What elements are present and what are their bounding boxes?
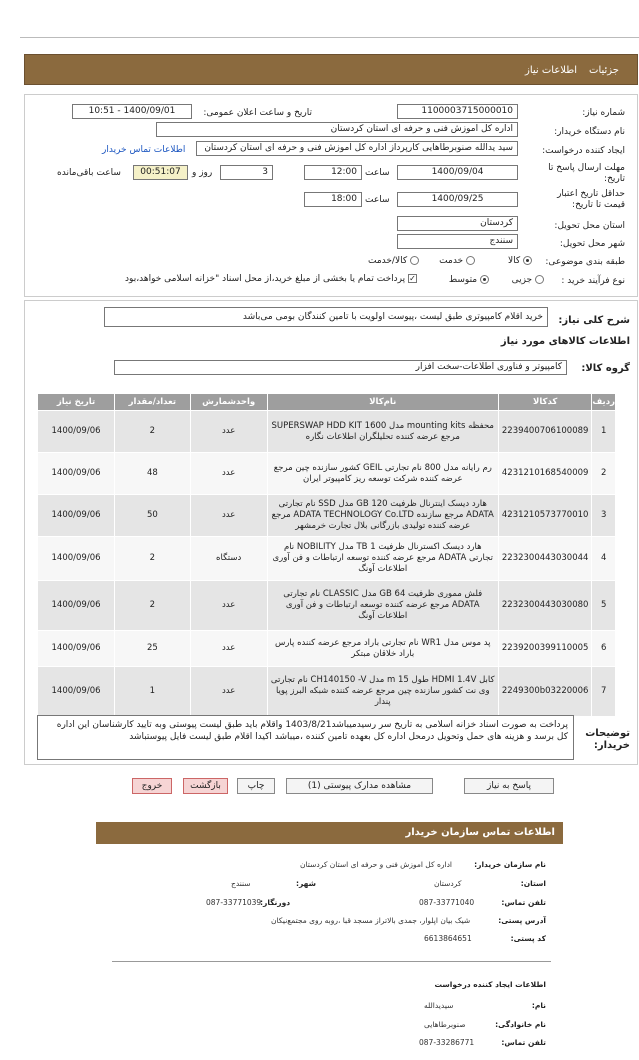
cell-code: 2249300b03220006 [498, 667, 592, 717]
buyer-label: نام دستگاه خریدار: [554, 127, 625, 137]
treasury-payment-option[interactable] [125, 274, 417, 284]
requester-name-label: نام: [531, 1001, 546, 1010]
cell-date: 1400/09/06 [38, 581, 115, 631]
cell-date: 1400/09/06 [38, 495, 115, 537]
postal-value: 6613864651 [424, 934, 472, 943]
cell-row: 4 [592, 537, 616, 581]
prov-value: کردستان [434, 879, 462, 888]
cell-unit: عدد [190, 495, 267, 537]
cell-unit: عدد [190, 411, 267, 453]
requester-title: اطلاعات ایجاد کننده درخواست [434, 980, 546, 989]
cell-code: 2239400706100089 [498, 411, 592, 453]
org-label: نام سازمان خریدار: [474, 860, 546, 869]
col-row: ردیف [592, 394, 616, 411]
exit-button[interactable]: خروج [132, 778, 172, 794]
cell-unit: عدد [190, 581, 267, 631]
cell-name: هارد دیسک اکسترنال ظرفیت 1 TB مدل NOBILITY نام تجارتی ADATA مرجع عرضه کننده توسعه ارتباطات و فن آوری اطلاعات آونگ [267, 537, 498, 581]
cell-qty: 48 [115, 453, 191, 495]
announce-label: تاریخ و ساعت اعلان عمومی: [203, 108, 312, 118]
items-table-header [38, 394, 616, 411]
requester-name-value: سیدیدالله [424, 1001, 454, 1010]
cell-row: 1 [592, 411, 616, 453]
process-medium-radio[interactable] [480, 275, 489, 284]
top-divider [20, 37, 639, 38]
treasury-note: پرداخت تمام یا بخشی از مبلغ خرید،از محل اسناد "خزانه اسلامی خواهد،بود [125, 274, 406, 284]
summary-label: شرح کلی نیاز: [558, 315, 630, 326]
class-goods-text: کالا [507, 256, 521, 266]
cell-code: 4231210168540009 [498, 453, 592, 495]
table-row [38, 453, 616, 495]
city-label: شهر محل تحویل: [559, 239, 625, 249]
notes-field: پرداخت به صورت اسناد خزانه اسلامی به تاریخ سر رسیدمیباشد1403/8/21 واقلام باید طبق لیست پیوستی وبه تایید کارشناسان این اداره کل برسد و هزینه های حمل وتحویل درمحل اداره کل بعهده تامین کننده ،میباشد اکیدا اقلام طبق لیست فایل پیوستباشد [37, 715, 574, 760]
validity-date-field: 1400/09/25 [397, 192, 518, 207]
attachments-button[interactable]: مشاهده مدارک پیوستی (1) [286, 778, 433, 794]
remaining-label: ساعت باقی‌مانده [57, 168, 121, 178]
announce-field [72, 104, 192, 119]
phone-value: 087-33771040 [419, 898, 475, 907]
prov-label: استان: [520, 879, 546, 888]
requester-phone-label: تلفن تماس: [501, 1038, 546, 1047]
class-service-radio[interactable] [466, 256, 475, 265]
need-number-label: شماره نیاز: [582, 108, 625, 118]
notes-label: توضیحات خریدار: [585, 728, 630, 751]
deadline-time-field: 12:00 [304, 165, 362, 180]
cell-code: 2232300443030080 [498, 581, 592, 631]
cell-row: 7 [592, 667, 616, 717]
cell-name: پد موس مدل WR1 نام تجارتی باراد مرجع عرضه کننده پارس باراد خلاقان مبتکر [267, 631, 498, 667]
treasury-checkbox[interactable]: ✓ [409, 274, 416, 283]
page-header [24, 54, 638, 85]
tab-need-info[interactable]: اطلاعات نیاز [525, 65, 577, 76]
postal-label: کد پستی: [510, 934, 546, 943]
requester-family-value: صنوبرطاهایی [424, 1020, 466, 1029]
cell-row: 2 [592, 453, 616, 495]
class-both-text: کالا/خدمت [367, 256, 408, 266]
deadline-time-label: ساعت [365, 168, 390, 178]
process-partial-text: جزیی [511, 275, 533, 285]
cell-row: 6 [592, 631, 616, 667]
class-both-radio[interactable] [410, 256, 419, 265]
cell-date: 1400/09/06 [38, 667, 115, 717]
city-contact-value: سنندج [231, 879, 251, 888]
cell-qty: 2 [115, 537, 191, 581]
address-label: آدرس پستی: [498, 916, 546, 925]
class-goods-option[interactable] [508, 256, 532, 266]
creator-field: سید یدالله صنوبرطاهایی کارپرداز اداره کل اموزش فنی و حرفه ای استان کردستان [196, 141, 518, 156]
print-button[interactable]: چاپ [237, 778, 275, 794]
contact-divider [112, 961, 551, 962]
cell-unit: عدد [190, 631, 267, 667]
phone-label: تلفن تماس: [501, 898, 546, 907]
requester-phone-value: 087-33286771 [419, 1038, 475, 1047]
cell-code: 4231210573770010 [498, 495, 592, 537]
cell-name: رم رایانه مدل 800 نام تجارتی GEIL کشور سازنده چین مرجع عرضه کننده شرکت توسعه ریز کامپیوتر ایران [267, 453, 498, 495]
class-both-option[interactable] [368, 256, 419, 266]
validity-time-label: ساعت [365, 195, 390, 205]
fax-label: دورنگار: [260, 898, 291, 907]
table-row [38, 537, 616, 581]
classification-label: طبقه بندی موضوعی: [545, 257, 625, 267]
creator-label: ایجاد کننده درخواست: [542, 146, 625, 156]
class-service-option[interactable] [439, 256, 475, 266]
requester-family-label: نام خانوادگی: [495, 1020, 546, 1029]
cell-code: 2239200399110005 [498, 631, 592, 667]
items-table [37, 393, 616, 717]
cell-date: 1400/09/06 [38, 631, 115, 667]
days-label: روز و [192, 168, 213, 178]
fax-value: 087-33771039 [206, 898, 262, 907]
address-value: شیک بیان اپلوار، جمدی بالاتراز مسجد قبا ،روبه روی مجتمع‌نیکان [271, 916, 471, 925]
goods-group-label: گروه کالا: [581, 363, 630, 374]
cell-qty: 1 [115, 667, 191, 717]
table-row [38, 411, 616, 453]
cell-date: 1400/09/06 [38, 537, 115, 581]
cell-unit: دستگاه [190, 537, 267, 581]
need-number-field: 1100003715000010 [397, 104, 518, 119]
buyer-field: اداره کل اموزش فنی و حرفه ای استان کردستان [156, 122, 518, 137]
cell-name: فلش مموری ظرفیت 64 GB مدل CLASSIC نام تجارتی ADATA مرجع عرضه کننده توسعه ارتباطات و فن آوری اطلاعات آونگ [267, 581, 498, 631]
process-label: نوع فرآیند خرید : [561, 276, 625, 286]
cell-name: کابل HDMI 1.4V طول 15 m مدل CH140150 -V نام تجارتی وی نت کشور سازنده چین مرجع عرضه کننده شبکه البرز پویا پندار [267, 667, 498, 717]
contact-title: اطلاعات تماس سازمان خریدار [405, 827, 555, 838]
cell-qty: 25 [115, 631, 191, 667]
cell-name: هارد دیسک اینترنال ظرفیت 120 GB مدل SSD نام تجارتی ADATA مرجع سازنده ADATA TECHNOLOGY Co.LTD مرجع عرضه کننده تولیدی بازرگانی بلال تجارت خرمشهر [267, 495, 498, 537]
table-row [38, 667, 616, 717]
cell-code: 2232300443030044 [498, 537, 592, 581]
cell-unit: عدد [190, 453, 267, 495]
summary-field: خرید اقلام کامپیوتری طبق لیست ،پیوست اولویت با تامین کنندگان بومی می‌باشد [104, 307, 548, 327]
deadline-date-field: 1400/09/04 [397, 165, 518, 180]
cell-row: 3 [592, 495, 616, 537]
col-name: نام‌کالا [267, 394, 498, 411]
validity-label: حداقل تاریخ اعتبار قیمت تا تاریخ: [557, 189, 625, 210]
cell-qty: 2 [115, 411, 191, 453]
col-date: تاریخ نیاز [38, 394, 115, 411]
cell-date: 1400/09/06 [38, 453, 115, 495]
deadline-label: مهلت ارسال پاسخ تا تاریخ: [548, 163, 625, 184]
reply-button[interactable]: پاسخ به نیاز [464, 778, 554, 794]
cell-qty: 50 [115, 495, 191, 537]
col-qty: تعداد/مقدار [115, 394, 191, 411]
table-row [38, 631, 616, 667]
days-field: 3 [220, 165, 273, 180]
org-value: اداره کل اموزش فنی و حرفه ای استان کردستان [300, 860, 453, 869]
col-code: کدکالا [498, 394, 592, 411]
validity-time-field: 18:00 [304, 192, 362, 207]
remaining-time-field: 00:51:07 [133, 165, 188, 180]
table-row [38, 495, 616, 537]
process-partial-option[interactable] [512, 275, 544, 285]
class-service-text: خدمت [439, 256, 464, 266]
cell-date: 1400/09/06 [38, 411, 115, 453]
tab-details[interactable]: جزئیات [589, 65, 619, 76]
goods-section-title: اطلاعات کالاهای مورد نیاز [500, 336, 630, 347]
back-button[interactable]: بازگشت [183, 778, 228, 794]
buyer-contact-link[interactable]: اطلاعات تماس خریدار [102, 145, 186, 155]
process-medium-option[interactable] [449, 275, 489, 285]
city-field: سنندج [397, 234, 518, 249]
cell-qty: 2 [115, 581, 191, 631]
process-partial-radio[interactable] [535, 275, 544, 284]
class-goods-radio[interactable] [523, 256, 532, 265]
cell-row: 5 [592, 581, 616, 631]
province-field: کردستان [397, 216, 518, 231]
announce-value: 1400/09/01 - 10:51 [88, 106, 176, 116]
cell-unit: عدد [190, 667, 267, 717]
process-medium-text: متوسط [448, 275, 478, 285]
city-contact-label: شهر: [296, 879, 316, 888]
table-row [38, 581, 616, 631]
contact-section-header [96, 822, 563, 844]
cell-name: محفظه mounting kits مدل 1600 SUPERSWAP HDD KIT مرجع عرضه کننده تحلیلگران اطلاعات نگاره [267, 411, 498, 453]
goods-group-field: کامپیوتر و فناوری اطلاعات-سخت افزار [114, 360, 567, 375]
col-unit: واحدشمارش [190, 394, 267, 411]
province-label: استان محل تحویل: [554, 221, 625, 231]
